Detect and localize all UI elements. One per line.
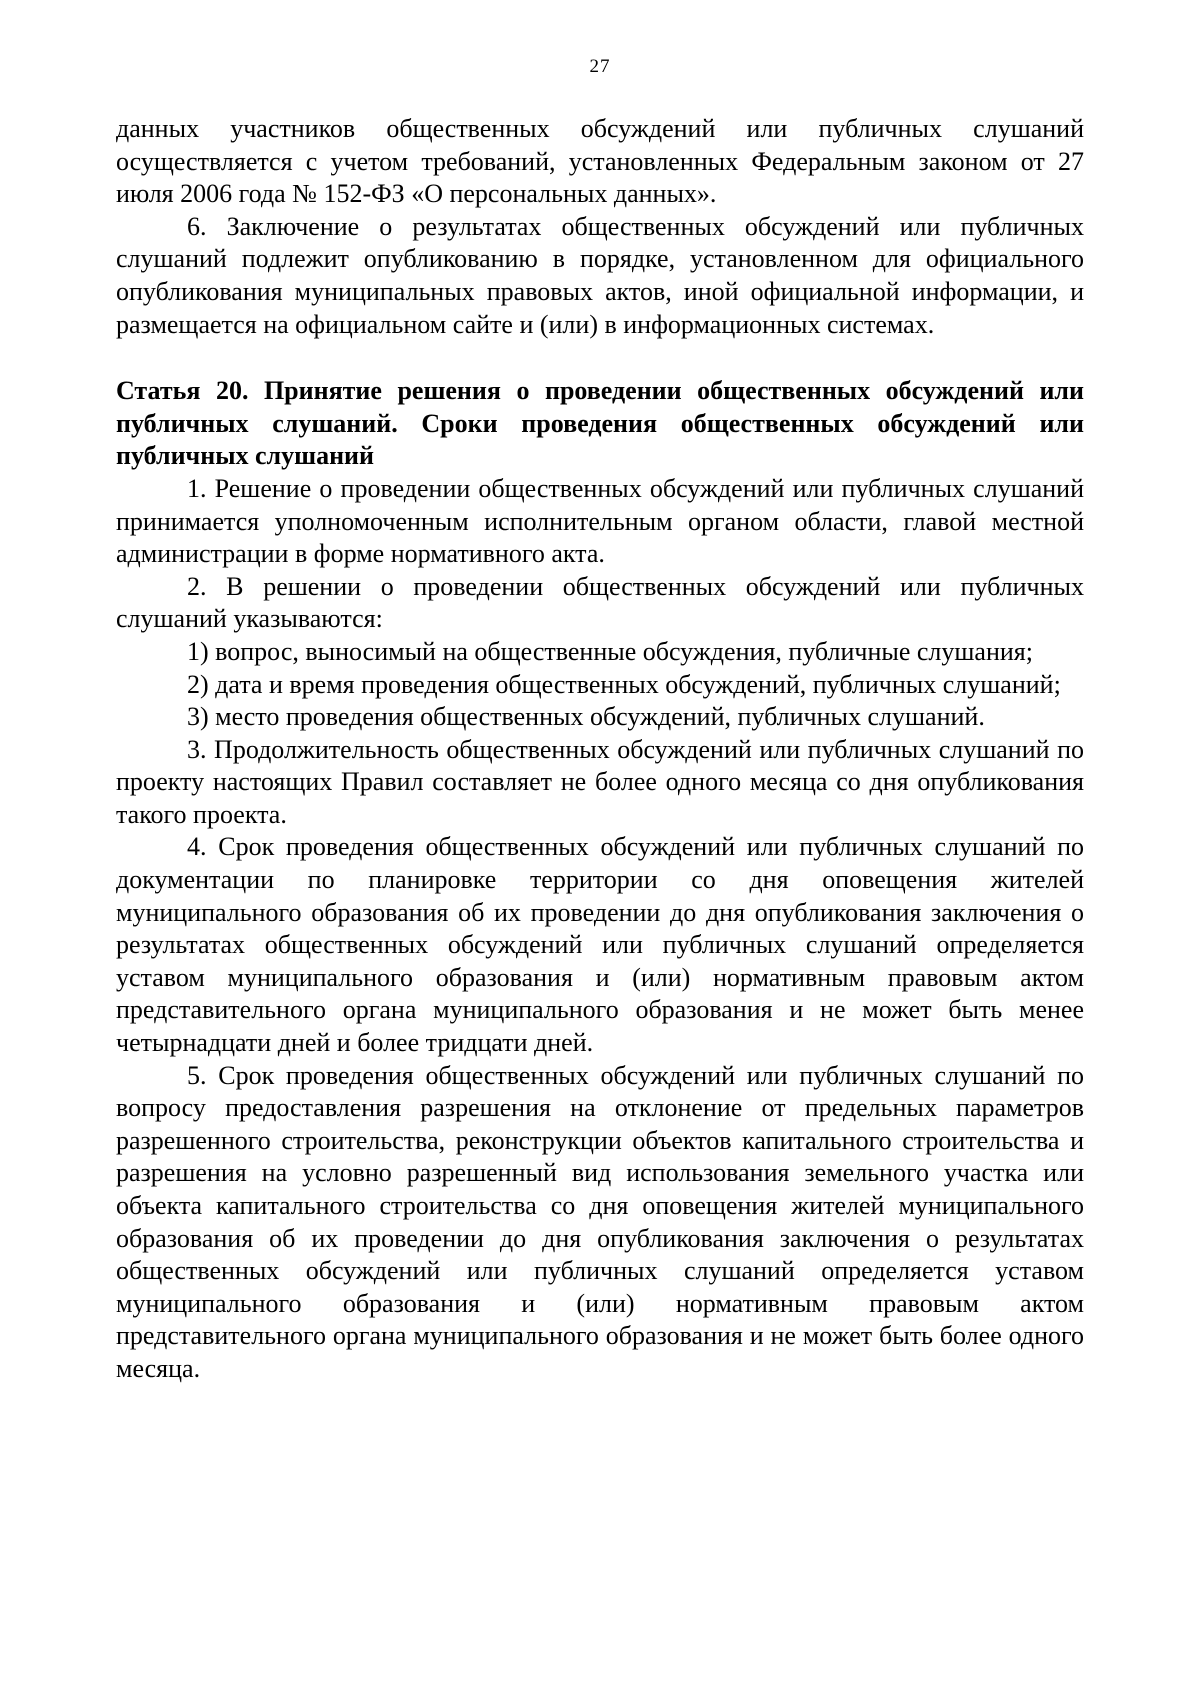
article-paragraph-3: 3. Продолжительность общественных обсуждений или публичных слушаний по проекту настоящих Правил составляет не более одного месяца со дня опубликования такого проекта. [116, 734, 1084, 829]
decision-items-list [116, 636, 1084, 734]
article-heading: Статья 20. Принятие решения о проведении общественных обсуждений или публичных слушаний. Сроки проведения общественных обсуждений или публичных слушаний [116, 376, 1084, 471]
list-item: 2) дата и время проведения общественных обсуждений, публичных слушаний; [187, 669, 1061, 699]
document-body [116, 113, 1084, 1386]
paragraph-6: 6. Заключение о результатах общественных обсуждений или публичных слушаний подлежит опубликованию в порядке, установленном для официального опубликования муниципальных правовых актов, иной официальной информации, и размещается на официальном сайте и (или) в информационных системах. [116, 211, 1084, 339]
article-paragraph-1: 1. Решение о проведении общественных обсуждений или публичных слушаний принимается уполномоченным исполнительным органом области, главой местной администрации в форме нормативного акта. [116, 473, 1084, 569]
list-item: 3) место проведения общественных обсуждений, публичных слушаний. [187, 702, 985, 732]
paragraph-continuation: данных участников общественных обсуждений или публичных слушаний осуществляется с учетом требований, установленных Федеральным законом от 27 июля 2006 года № 152-ФЗ «О персональных данных». [116, 114, 1084, 209]
article-paragraph-4: 4. Срок проведения общественных обсуждений или публичных слушаний по документации по планировке территории со дня оповещения жителей муниципального образования об их проведении до дня опубликования заключения о результатах общественных обсуждений или публичных слушаний определяется уставом муниципального образования и (или) нормативным правовым актом представительного органа муниципального образования и не может быть менее четырнадцати дней и более тридцати дней. [116, 832, 1084, 1058]
page-number: 27 [589, 56, 611, 77]
article-paragraph-5: 5. Срок проведения общественных обсуждений или публичных слушаний по вопросу предоставления разрешения на отклонение от предельных параметров разрешенного строительства, реконструкции объектов капитального строительства и разрешения на условно разрешенный вид использования земельного участка или объекта капитального строительства со дня оповещения жителей муниципального образования об их проведении до дня опубликования заключения о результатах общественных обсуждений или публичных слушаний определяется уставом муниципального образования и (или) нормативным правовым актом представительного органа муниципального образования и не может быть более одного месяца. [116, 1060, 1084, 1383]
list-item: 1) вопрос, выносимый на общественные обсуждения, публичные слушания; [187, 636, 1033, 666]
article-paragraph-2: 2. В решении о проведении общественных обсуждений или публичных слушаний указываются: [116, 571, 1084, 634]
